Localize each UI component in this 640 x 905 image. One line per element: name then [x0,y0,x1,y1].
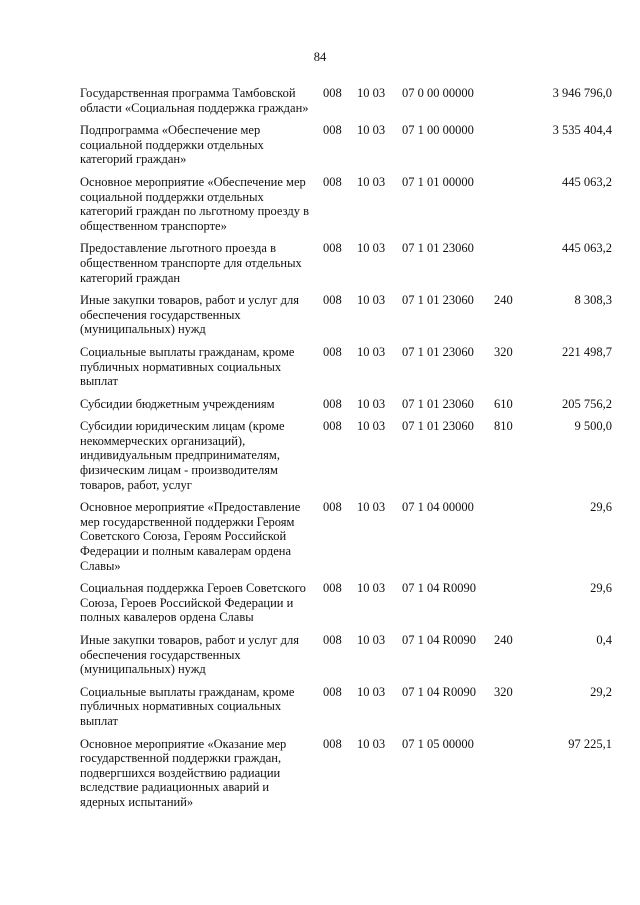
row-section-code: 10 03 [357,123,386,138]
row-article-code: 07 1 01 23060 [402,241,474,256]
row-section-code: 10 03 [357,344,386,359]
row-amount: 29,2 [590,684,612,699]
table-row [80,581,612,633]
row-expense-type-code: 320 [494,684,513,699]
row-amount: 445 063,2 [562,241,612,256]
row-ministry-code: 008 [323,241,342,256]
row-name: Предоставление льготного проезда в общественном транспорте для отдельных категорий граждан [80,241,302,285]
budget-table-body [80,86,612,818]
row-article-code: 07 0 00 00000 [402,86,474,100]
row-name: Основное мероприятие «Предоставление мер государственной поддержки Героям Советского Союза, Героям Российской Федерации и полным кавалерам ордена Славы» [80,500,301,573]
table-row [80,737,612,818]
row-section-code: 10 03 [357,293,386,308]
row-name: Иные закупки товаров, работ и услуг для обеспечения государственных (муниципальных) нужд [80,293,300,337]
row-article-code: 07 1 01 23060 [402,344,474,359]
table-row [80,241,612,293]
row-section-code: 10 03 [357,419,386,434]
row-expense-type-code [494,123,530,175]
budget-table [80,86,612,818]
row-expense-type-code: 240 [494,293,513,308]
row-name: Социальные выплаты гражданам, кроме публичных нормативных социальных выплат [80,684,295,728]
row-expense-type-code: 610 [494,396,513,411]
row-article-code: 07 1 05 00000 [402,736,474,751]
row-ministry-code: 008 [323,174,342,189]
row-name: Субсидии юридическим лицам (кроме некоммерческих организаций), индивидуальным предпринимателям, физическим лицам - производителям товаров, работ, услуг [80,419,285,492]
table-row [80,633,612,685]
row-amount: 221 498,7 [562,344,612,359]
row-expense-type-code [494,500,530,581]
row-ministry-code: 008 [323,344,342,359]
row-amount: 29,6 [590,500,612,515]
row-ministry-code: 008 [323,633,342,647]
row-section-code: 10 03 [357,86,386,100]
row-name: Социальная поддержка Героев Советского Союза, Героев Российской Федерации и полных кавалеров ордена Славы [80,581,306,625]
row-expense-type-code [494,86,530,123]
row-amount: 3 535 404,4 [552,123,612,138]
table-row [80,419,612,500]
row-name: Социальные выплаты гражданам, кроме публичных нормативных социальных выплат [80,344,295,389]
row-section-code: 10 03 [357,500,386,515]
table-row [80,345,612,397]
row-ministry-code: 008 [323,684,342,699]
row-amount: 0,4 [596,633,612,647]
row-section-code: 10 03 [357,581,386,596]
row-amount: 205 756,2 [562,396,612,411]
row-name: Государственная программа Тамбовской области «Социальная поддержка граждан» [80,86,309,115]
row-section-code: 10 03 [357,633,386,647]
row-article-code: 07 1 04 R0090 [402,633,476,647]
row-name: Подпрограмма «Обеспечение мер социальной поддержки отдельных категорий граждан» [80,123,264,167]
row-article-code: 07 1 01 00000 [402,174,474,189]
row-section-code: 10 03 [357,174,386,189]
row-name: Основное мероприятие «Оказание мер государственной поддержки граждан, подвергшихся воздействию радиации вследствие радиационных аварий и ядерных испытаний» [80,736,287,809]
row-amount: 97 225,1 [568,736,612,751]
row-expense-type-code [494,581,530,633]
row-expense-type-code [494,175,530,241]
row-name: Субсидии бюджетным учреждениям [80,396,275,411]
row-article-code: 07 1 04 R0090 [402,581,476,596]
row-section-code: 10 03 [357,736,386,751]
row-article-code: 07 1 04 R0090 [402,684,476,699]
row-ministry-code: 008 [323,500,342,515]
row-article-code: 07 1 01 23060 [402,396,474,411]
row-section-code: 10 03 [357,396,386,411]
row-ministry-code: 008 [323,419,342,434]
row-expense-type-code: 810 [494,419,513,434]
row-ministry-code: 008 [323,86,342,100]
row-section-code: 10 03 [357,684,386,699]
row-name: Иные закупки товаров, работ и услуг для обеспечения государственных (муниципальных) нужд [80,633,300,677]
table-row [80,293,612,345]
row-ministry-code: 008 [323,396,342,411]
row-amount: 445 063,2 [562,174,612,189]
row-expense-type-code: 240 [494,633,513,647]
row-article-code: 07 1 00 00000 [402,123,474,138]
row-amount: 9 500,0 [574,419,612,434]
table-row [80,86,612,123]
row-amount: 29,6 [590,581,612,596]
row-ministry-code: 008 [323,293,342,308]
table-row [80,123,612,175]
row-amount: 3 946 796,0 [552,86,612,100]
row-expense-type-code [494,241,530,293]
row-ministry-code: 008 [323,123,342,138]
row-expense-type-code [494,737,530,818]
row-ministry-code: 008 [323,736,342,751]
row-ministry-code: 008 [323,581,342,596]
row-article-code: 07 1 01 23060 [402,293,474,308]
row-article-code: 07 1 01 23060 [402,419,474,434]
row-article-code: 07 1 04 00000 [402,500,474,515]
row-section-code: 10 03 [357,241,386,256]
row-expense-type-code: 320 [494,344,513,359]
page-number: 84 [313,50,327,64]
table-row [80,500,612,581]
table-row [80,175,612,241]
table-row [80,397,612,420]
row-name: Основное мероприятие «Обеспечение мер социальной поддержки отдельных категорий граждан по льготному проезду в общественном транспорте» [80,174,309,233]
table-row [80,685,612,737]
row-amount: 8 308,3 [574,293,612,308]
